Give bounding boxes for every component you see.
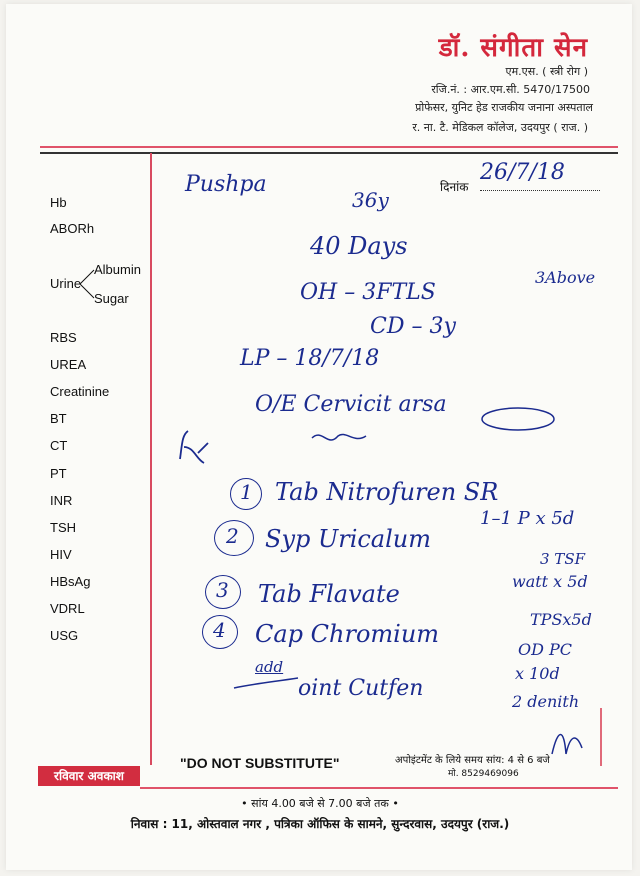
obstetric-note: 3Above <box>535 268 596 287</box>
underline-stroke <box>232 674 302 694</box>
rx3-medicine: Tab Flavate <box>258 580 400 608</box>
test-inr: INR <box>50 493 73 508</box>
do-not-substitute: "DO NOT SUBSTITUTE" <box>180 755 340 771</box>
test-pt: PT <box>50 466 67 481</box>
rx3-dose: TPSx5d <box>530 610 592 629</box>
scribble-mark <box>310 428 370 448</box>
clinic-timing: • सांय 4.00 बजे से 7.00 बजे तक • <box>241 797 399 810</box>
doctor-designation: प्रोफेसर, युनिट हेड राजकीय जनाना अस्पताल <box>415 101 593 114</box>
patient-name: Pushpa <box>185 172 267 197</box>
doctor-name: डॉ. संगीता सेन <box>438 33 588 63</box>
college-name: र. ना. टै. मेडिकल कॉलेज, उदयपुर ( राज. ) <box>412 121 588 134</box>
test-rbs: RBS <box>50 330 77 345</box>
test-albumin: Albumin <box>94 262 141 277</box>
rx1-medicine: Tab Nitrofuren SR <box>275 478 499 506</box>
test-hbsag: HBsAg <box>50 574 91 589</box>
last-child: CD – 3y <box>370 314 456 339</box>
last-period: LP – 18/7/18 <box>240 346 380 371</box>
doctor-degree: एम.एस. ( स्त्री रोग ) <box>505 65 588 78</box>
rx2-number: 2 <box>226 524 239 548</box>
sunday-closed-badge: रविवार अवकाश <box>38 766 140 786</box>
footer-margin-line <box>600 708 602 766</box>
test-hiv: HIV <box>50 547 72 562</box>
rx2-dose-frequency: watt x 5d <box>512 572 588 591</box>
header-divider-dark <box>40 152 618 154</box>
date-value: 26/7/18 <box>480 160 565 185</box>
test-bt: BT <box>50 411 67 426</box>
obstetric-history: OH – 3FTLS <box>300 280 436 305</box>
rx2-medicine: Syp Uricalum <box>265 525 432 553</box>
appointment-time: अपोइंटमेंट के लिये समय सांय: 4 से 6 बजे <box>395 755 550 766</box>
rx1-dose: 1–1 P x 5d <box>480 508 575 529</box>
test-ct: CT <box>50 438 68 453</box>
signature <box>548 724 588 760</box>
date-label: दिनांक <box>440 180 469 194</box>
test-vdrl: VDRL <box>50 601 85 616</box>
test-creatinine: Creatinine <box>50 384 110 399</box>
test-sugar: Sugar <box>94 291 129 306</box>
residence-address: निवास : 11, ओस्तवाल नगर , पत्रिका ऑफिस के सामने, सुन्दरवास, उदयपुर (राज.) <box>130 817 510 831</box>
header-divider-red <box>40 146 618 148</box>
circle-scribble <box>478 404 558 434</box>
test-urine: Urine <box>50 276 82 291</box>
rx2-dose: 3 TSF <box>540 550 585 568</box>
rx5-marker: add <box>255 658 284 676</box>
test-urea: UREA <box>50 357 87 372</box>
gestation-days: 40 Days <box>310 232 408 260</box>
test-hb: Hb <box>50 195 67 210</box>
test-aborh: ABORh <box>50 221 95 236</box>
rx4-number: 4 <box>213 618 226 642</box>
rx5-medicine: oint Cutfen <box>298 676 424 701</box>
footer-divider <box>140 787 618 789</box>
mobile-number: मो. 8529469096 <box>448 769 519 779</box>
patient-age: 36y <box>352 188 389 212</box>
rx4-dose: OD PC <box>518 640 573 659</box>
test-usg: USG <box>50 628 79 643</box>
rx4-duration: x 10d <box>515 664 560 683</box>
registration-number: रजि.नं. : आर.एम.सी. 5470/17500 <box>431 83 590 96</box>
date-dotted-line <box>480 190 600 191</box>
test-tsh: TSH <box>50 520 76 535</box>
rx-symbol <box>174 425 234 465</box>
margin-line <box>150 153 152 765</box>
examination-note: O/E Cervicit arsa <box>255 392 447 417</box>
rx1-number: 1 <box>240 480 253 504</box>
rx3-number: 3 <box>216 578 229 602</box>
rx4-medicine: Cap Chromium <box>255 620 440 648</box>
rx5-dose: 2 denith <box>512 692 580 711</box>
